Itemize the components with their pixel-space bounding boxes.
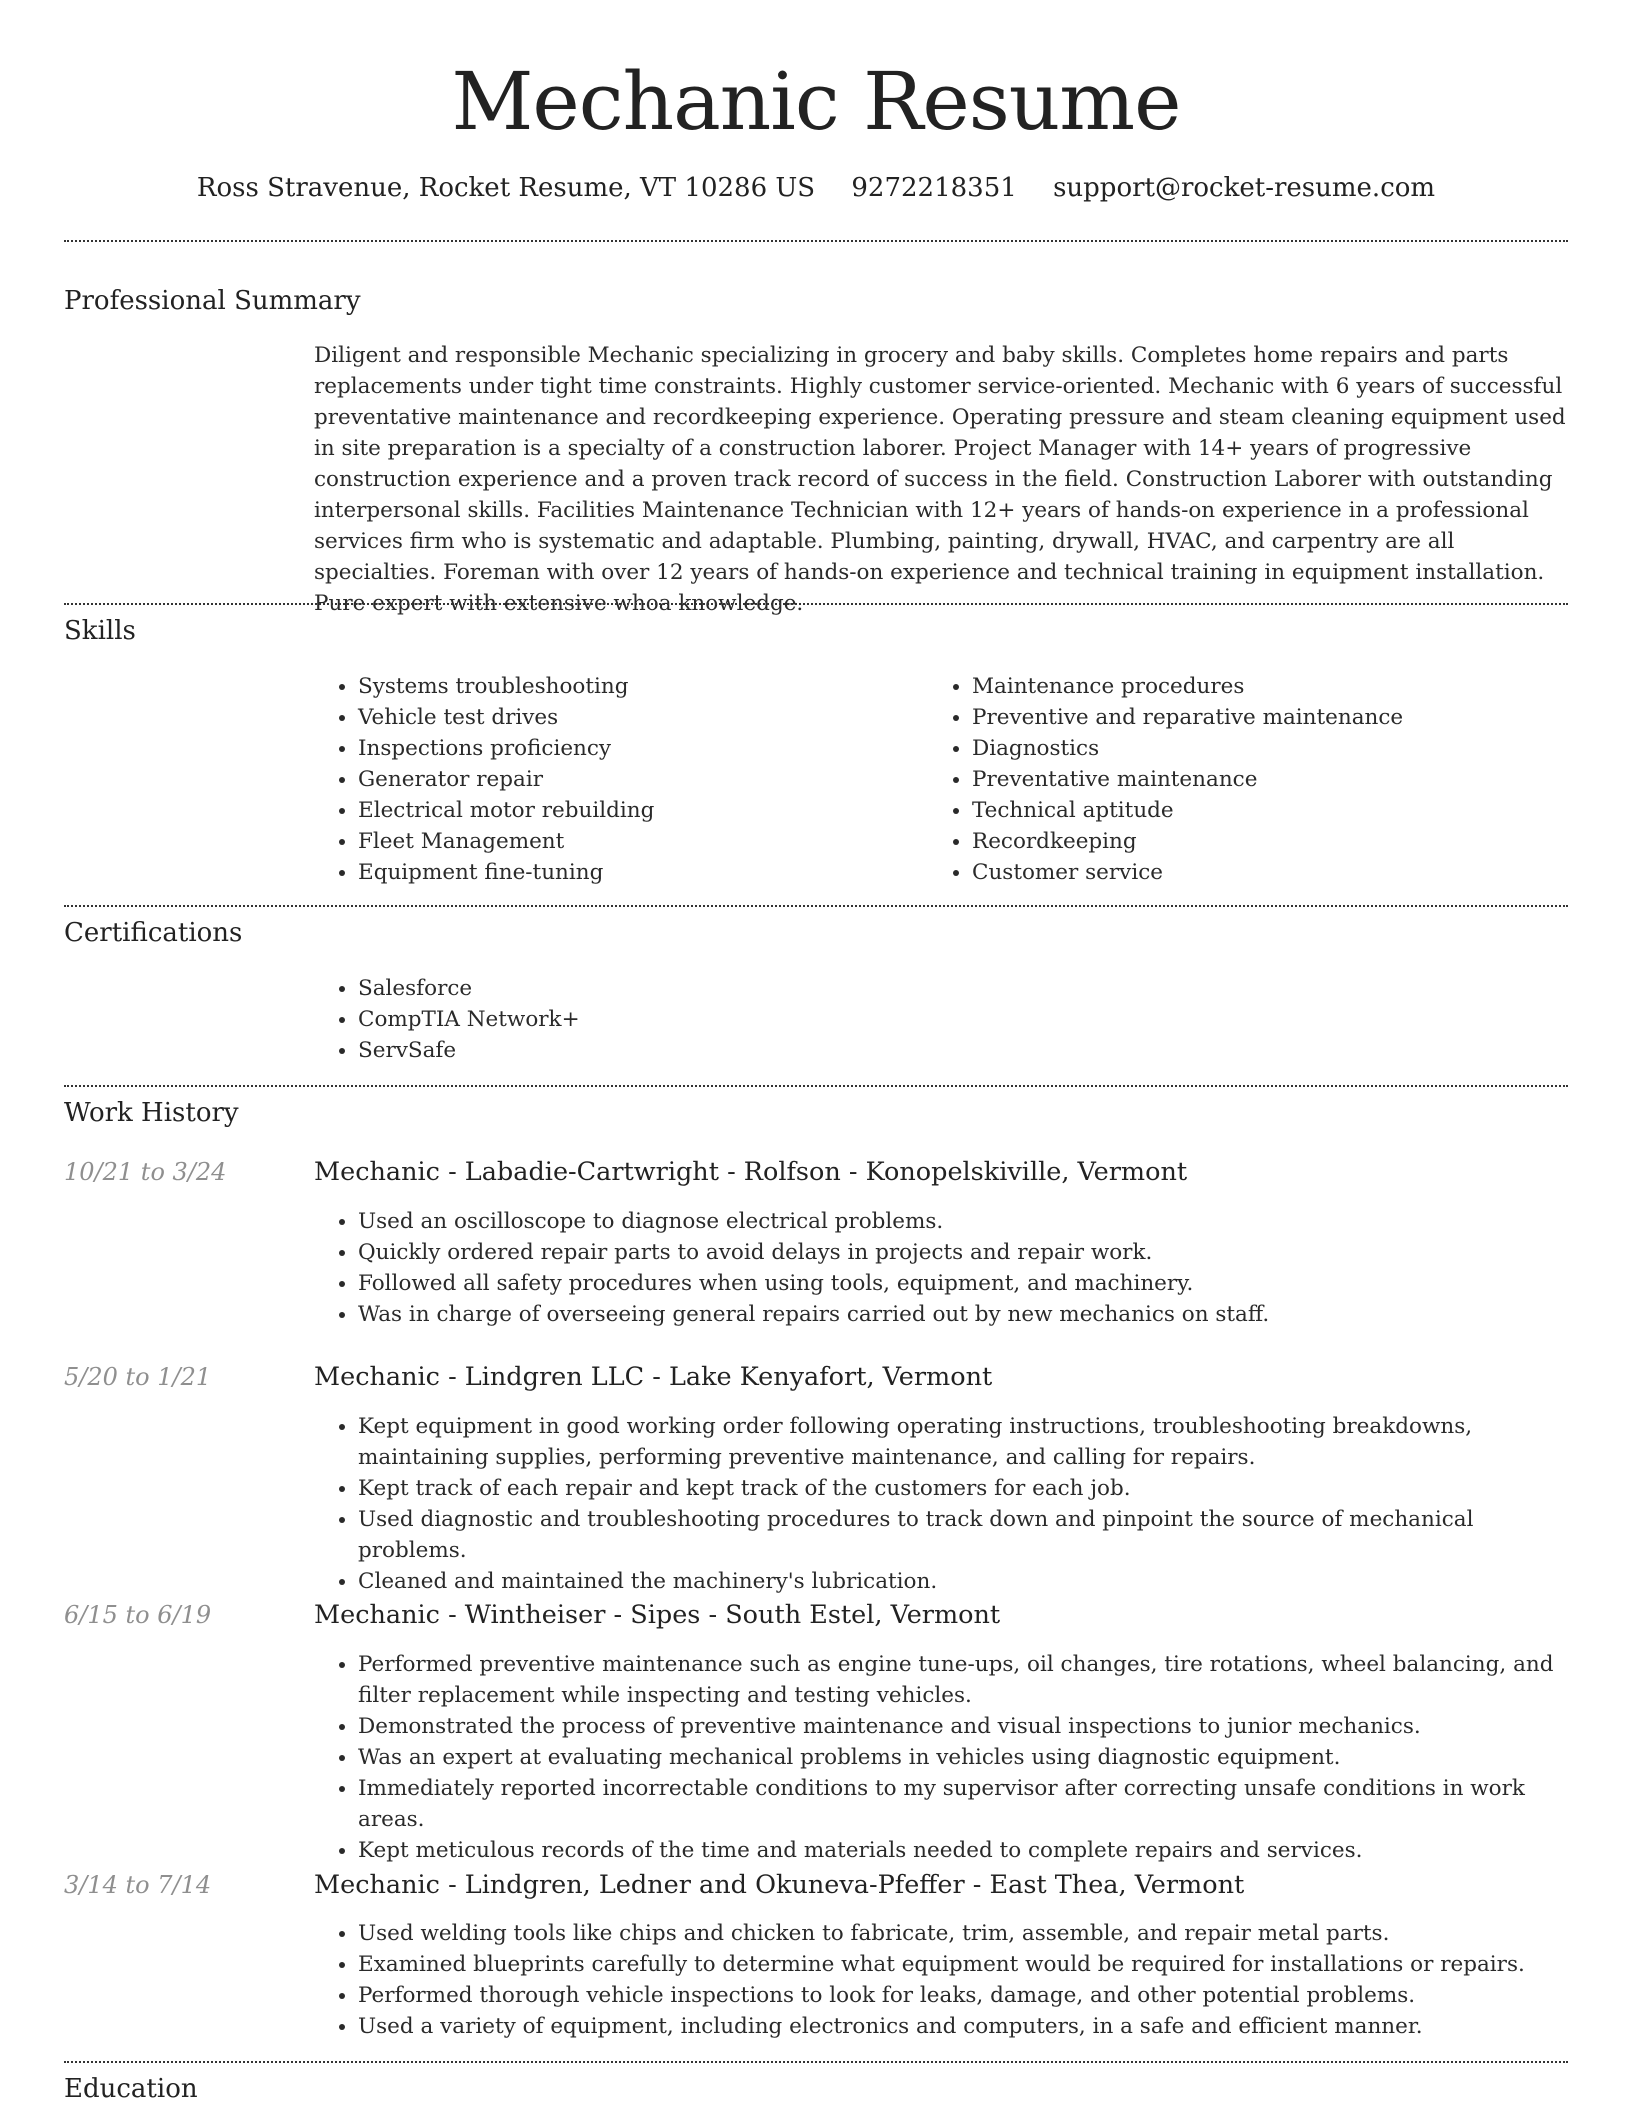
divider (64, 240, 1568, 242)
job-bullet: • Performed thorough vehicle inspections to look for leaks, damage, and other potential problems. (358, 1980, 1570, 2011)
certifications-list (314, 973, 1570, 1066)
skill-item: • Technical aptitude (972, 795, 1612, 826)
job-bullet: • Performed preventive maintenance such as engine tune-ups, oil changes, tire rotations, wheel balancing, and filter replacement while inspecting and testing vehicles. (358, 1649, 1570, 1711)
job-dates: 6/15 to 6/19 (64, 1601, 212, 1629)
skills-list-left (314, 671, 968, 888)
skill-item: • Inspections proficiency (358, 733, 968, 764)
resume-name: Mechanic Resume (451, 55, 1181, 148)
skills-section (314, 671, 1570, 891)
job-dates: 10/21 to 3/24 (64, 1158, 227, 1186)
job-bullet: • Followed all safety procedures when using tools, equipment, and machinery. (358, 1268, 1570, 1299)
job-bullet: • Was in charge of overseeing general repairs carried out by new mechanics on staff. (358, 1299, 1570, 1330)
skill-item: • Fleet Management (358, 826, 968, 857)
contact-phone: 9272218351 (851, 173, 1017, 203)
certifications-section (314, 973, 1570, 1066)
skill-item: • Systems troubleshooting (358, 671, 968, 702)
job-bullet: • Quickly ordered repair parts to avoid delays in projects and repair work. (358, 1237, 1570, 1268)
divider (64, 2061, 1568, 2063)
divider (64, 905, 1568, 907)
job-bullet: • Was an expert at evaluating mechanical problems in vehicles using diagnostic equipment. (358, 1742, 1570, 1773)
contact-line (0, 170, 1632, 206)
job-bullet: • Kept equipment in good working order following operating instructions, troubleshooting breakdowns, maintaining supplies, performing preventive maintenance, and calling for repairs. (358, 1411, 1570, 1473)
job-bullet: • Used an oscilloscope to diagnose electrical problems. (358, 1206, 1570, 1237)
skills-list-right (928, 671, 1612, 888)
job-bullet: • Used welding tools like chips and chicken to fabricate, trim, assemble, and repair metal parts. (358, 1918, 1570, 1949)
job-bullet: • Examined blueprints carefully to determine what equipment would be required for installations or repairs. (358, 1949, 1570, 1980)
section-title-education: Education (64, 2074, 198, 2104)
divider (64, 1085, 1568, 1087)
skill-item: • Electrical motor rebuilding (358, 795, 968, 826)
job-bullets (314, 1918, 1570, 2042)
job-bullet: • Kept meticulous records of the time and materials needed to complete repairs and services. (358, 1835, 1570, 1866)
job-bullet: • Used diagnostic and troubleshooting procedures to track down and pinpoint the source of mechanical problems. (358, 1504, 1570, 1566)
job-dates: 5/20 to 1/21 (64, 1363, 212, 1391)
job-bullet: • Used a variety of equipment, including electronics and computers, in a safe and efficient manner. (358, 2011, 1570, 2042)
job-bullets (314, 1649, 1570, 1866)
job-bullet-list (314, 1411, 1570, 1597)
job-bullets (314, 1411, 1570, 1597)
skill-item: • Equipment fine-tuning (358, 857, 968, 888)
job-title: Mechanic - Wintheiser - Sipes - South Estel, Vermont (314, 1600, 1001, 1630)
job-bullet: • Demonstrated the process of preventive maintenance and visual inspections to junior mechanics. (358, 1711, 1570, 1742)
certification-item: • CompTIA Network+ (358, 1004, 1570, 1035)
job-bullet: • Immediately reported incorrectable conditions to my supervisor after correcting unsafe conditions in work areas. (358, 1773, 1570, 1835)
job-bullet-list (314, 1918, 1570, 2042)
contact-email: support@rocket-resume.com (1053, 173, 1436, 203)
summary-section (314, 340, 1566, 619)
skill-item: • Diagnostics (972, 733, 1612, 764)
job-title: Mechanic - Lindgren LLC - Lake Kenyafort, Vermont (314, 1362, 993, 1392)
section-title-summary: Professional Summary (64, 286, 361, 316)
section-title-work-history: Work History (64, 1098, 239, 1128)
contact-address: Ross Stravenue, Rocket Resume, VT 10286 US (196, 173, 816, 203)
job-title: Mechanic - Lindgren, Ledner and Okuneva-Pfeffer - East Thea, Vermont (314, 1870, 1245, 1900)
certification-item: • ServSafe (358, 1035, 1570, 1066)
job-bullets (314, 1206, 1570, 1330)
certification-item: • Salesforce (358, 973, 1570, 1004)
job-bullet: • Cleaned and maintained the machinery's lubrication. (358, 1566, 1570, 1597)
divider (64, 603, 1568, 605)
skill-item: • Generator repair (358, 764, 968, 795)
job-dates: 3/14 to 7/14 (64, 1871, 212, 1899)
skill-item: • Preventive and reparative maintenance (972, 702, 1612, 733)
skill-item: • Customer service (972, 857, 1612, 888)
section-title-skills: Skills (64, 616, 136, 646)
summary-text: Diligent and responsible Mechanic specializing in grocery and baby skills. Completes home repairs and parts replacements under tight time constraints. Highly customer service-oriented. Mechanic with 6 years of successful preventative maintenance and recordkeeping experience. Operating pressure and steam cleaning equipment used in site preparation is a specialty of a construction laborer. Project Manager with 14+ years of progressive construction experience and a proven track record of success in the field. Construction Laborer with outstanding interpersonal skills. Facilities Maintenance Technician with 12+ years of hands-on experience in a professional services firm who is systematic and adaptable. Plumbing, painting, drywall, HVAC, and carpentry are all specialties. Foreman with over 12 years of hands-on experience and technical training in equipment installation. Pure expert with extensive whoa knowledge. (314, 343, 1566, 616)
skill-item: • Vehicle test drives (358, 702, 968, 733)
job-bullet: • Kept track of each repair and kept track of the customers for each job. (358, 1473, 1570, 1504)
skill-item: • Recordkeeping (972, 826, 1612, 857)
skill-item: • Preventative maintenance (972, 764, 1612, 795)
job-bullet-list (314, 1206, 1570, 1330)
job-bullet-list (314, 1649, 1570, 1866)
job-title: Mechanic - Labadie-Cartwright - Rolfson - Konopelskiville, Vermont (314, 1157, 1188, 1187)
section-title-certifications: Certifications (64, 918, 243, 948)
skill-item: • Maintenance procedures (972, 671, 1612, 702)
